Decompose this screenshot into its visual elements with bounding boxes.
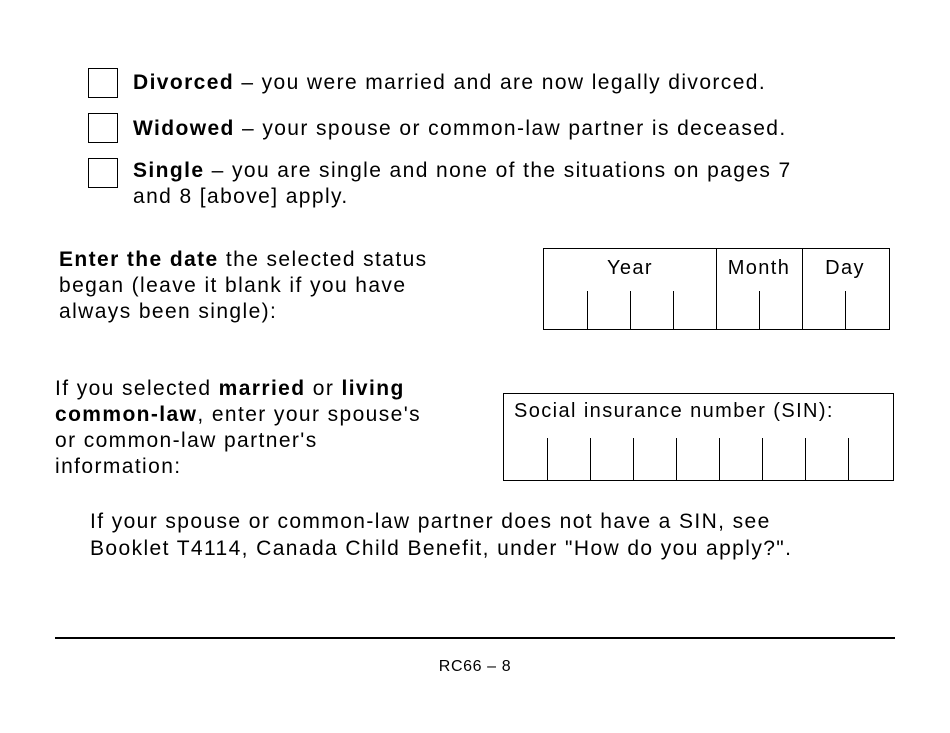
date-prompt-rest: the selected status: [218, 248, 428, 271]
spouse-prompt-common-law: common-law: [55, 403, 198, 426]
spouse-prompt-living: living: [341, 377, 405, 400]
spouse-prompt-p3: , enter your spouse's: [197, 403, 422, 426]
spouse-prompt-p1: If you selected: [55, 377, 219, 400]
sin-entry-grid[interactable]: [503, 393, 894, 481]
sin-digit-divider: [547, 438, 548, 480]
footer-divider: [55, 637, 895, 639]
status-single: [88, 158, 792, 210]
single-term: Single: [133, 159, 205, 182]
sin-digit-divider: [805, 438, 806, 480]
sin-digit-divider: [848, 438, 849, 480]
status-widowed: [88, 113, 787, 143]
year-month-divider: [716, 249, 717, 329]
spouse-prompt: [55, 376, 421, 480]
date-prompt-line1: [59, 247, 428, 273]
year-digit-divider: [673, 291, 674, 329]
sin-note-line1: If your spouse or common-law partner does not have a SIN, see: [90, 510, 771, 533]
spouse-prompt-line4: information:: [55, 455, 182, 478]
divorced-description: – you were married and are now legally divorced.: [234, 71, 767, 94]
single-description: – you are single and none of the situations on pages 7: [204, 159, 792, 182]
spouse-prompt-line3: or common-law partner's: [55, 429, 318, 452]
year-digit-divider: [587, 291, 588, 329]
spouse-prompt-line2: [55, 402, 421, 428]
widowed-checkbox[interactable]: [88, 113, 118, 143]
spouse-prompt-married: married: [218, 377, 306, 400]
day-digit-divider: [845, 291, 846, 329]
widowed-text: [133, 116, 787, 142]
spouse-prompt-p2: or: [305, 377, 342, 400]
sin-note-line2: Booklet T4114, Canada Child Benefit, under "How do you apply?".: [90, 537, 793, 560]
sin-label: Social insurance number (SIN):: [514, 400, 834, 422]
sin-digit-divider: [762, 438, 763, 480]
divorced-checkbox[interactable]: [88, 68, 118, 98]
widowed-term: Widowed: [133, 117, 235, 140]
single-text: [133, 158, 792, 210]
date-entry-grid[interactable]: [543, 248, 890, 330]
widowed-description: – your spouse or common-law partner is deceased.: [234, 117, 787, 140]
day-label: Day: [825, 257, 865, 279]
sin-digit-divider: [590, 438, 591, 480]
year-digit-divider: [630, 291, 631, 329]
sin-digit-divider: [633, 438, 634, 480]
date-prompt-bold: Enter the date: [59, 248, 219, 271]
sin-note: [90, 508, 792, 562]
sin-digit-divider: [676, 438, 677, 480]
date-prompt-line2: began (leave it blank if you have: [59, 274, 407, 297]
single-line2: and 8 [above] apply.: [133, 185, 349, 208]
date-prompt-line3: always been single):: [59, 300, 278, 323]
status-divorced: [88, 68, 766, 98]
spouse-prompt-line1: [55, 376, 421, 402]
month-day-divider: [802, 249, 803, 329]
month-digit-divider: [759, 291, 760, 329]
sin-digit-divider: [719, 438, 720, 480]
month-label: Month: [727, 257, 791, 279]
divorced-text: [133, 70, 766, 96]
date-prompt: [59, 247, 428, 325]
year-label: Year: [606, 257, 653, 279]
page-number: RC66 – 8: [438, 658, 512, 675]
divorced-term: Divorced: [133, 71, 235, 94]
single-line1: [133, 158, 792, 184]
single-checkbox[interactable]: [88, 158, 118, 188]
